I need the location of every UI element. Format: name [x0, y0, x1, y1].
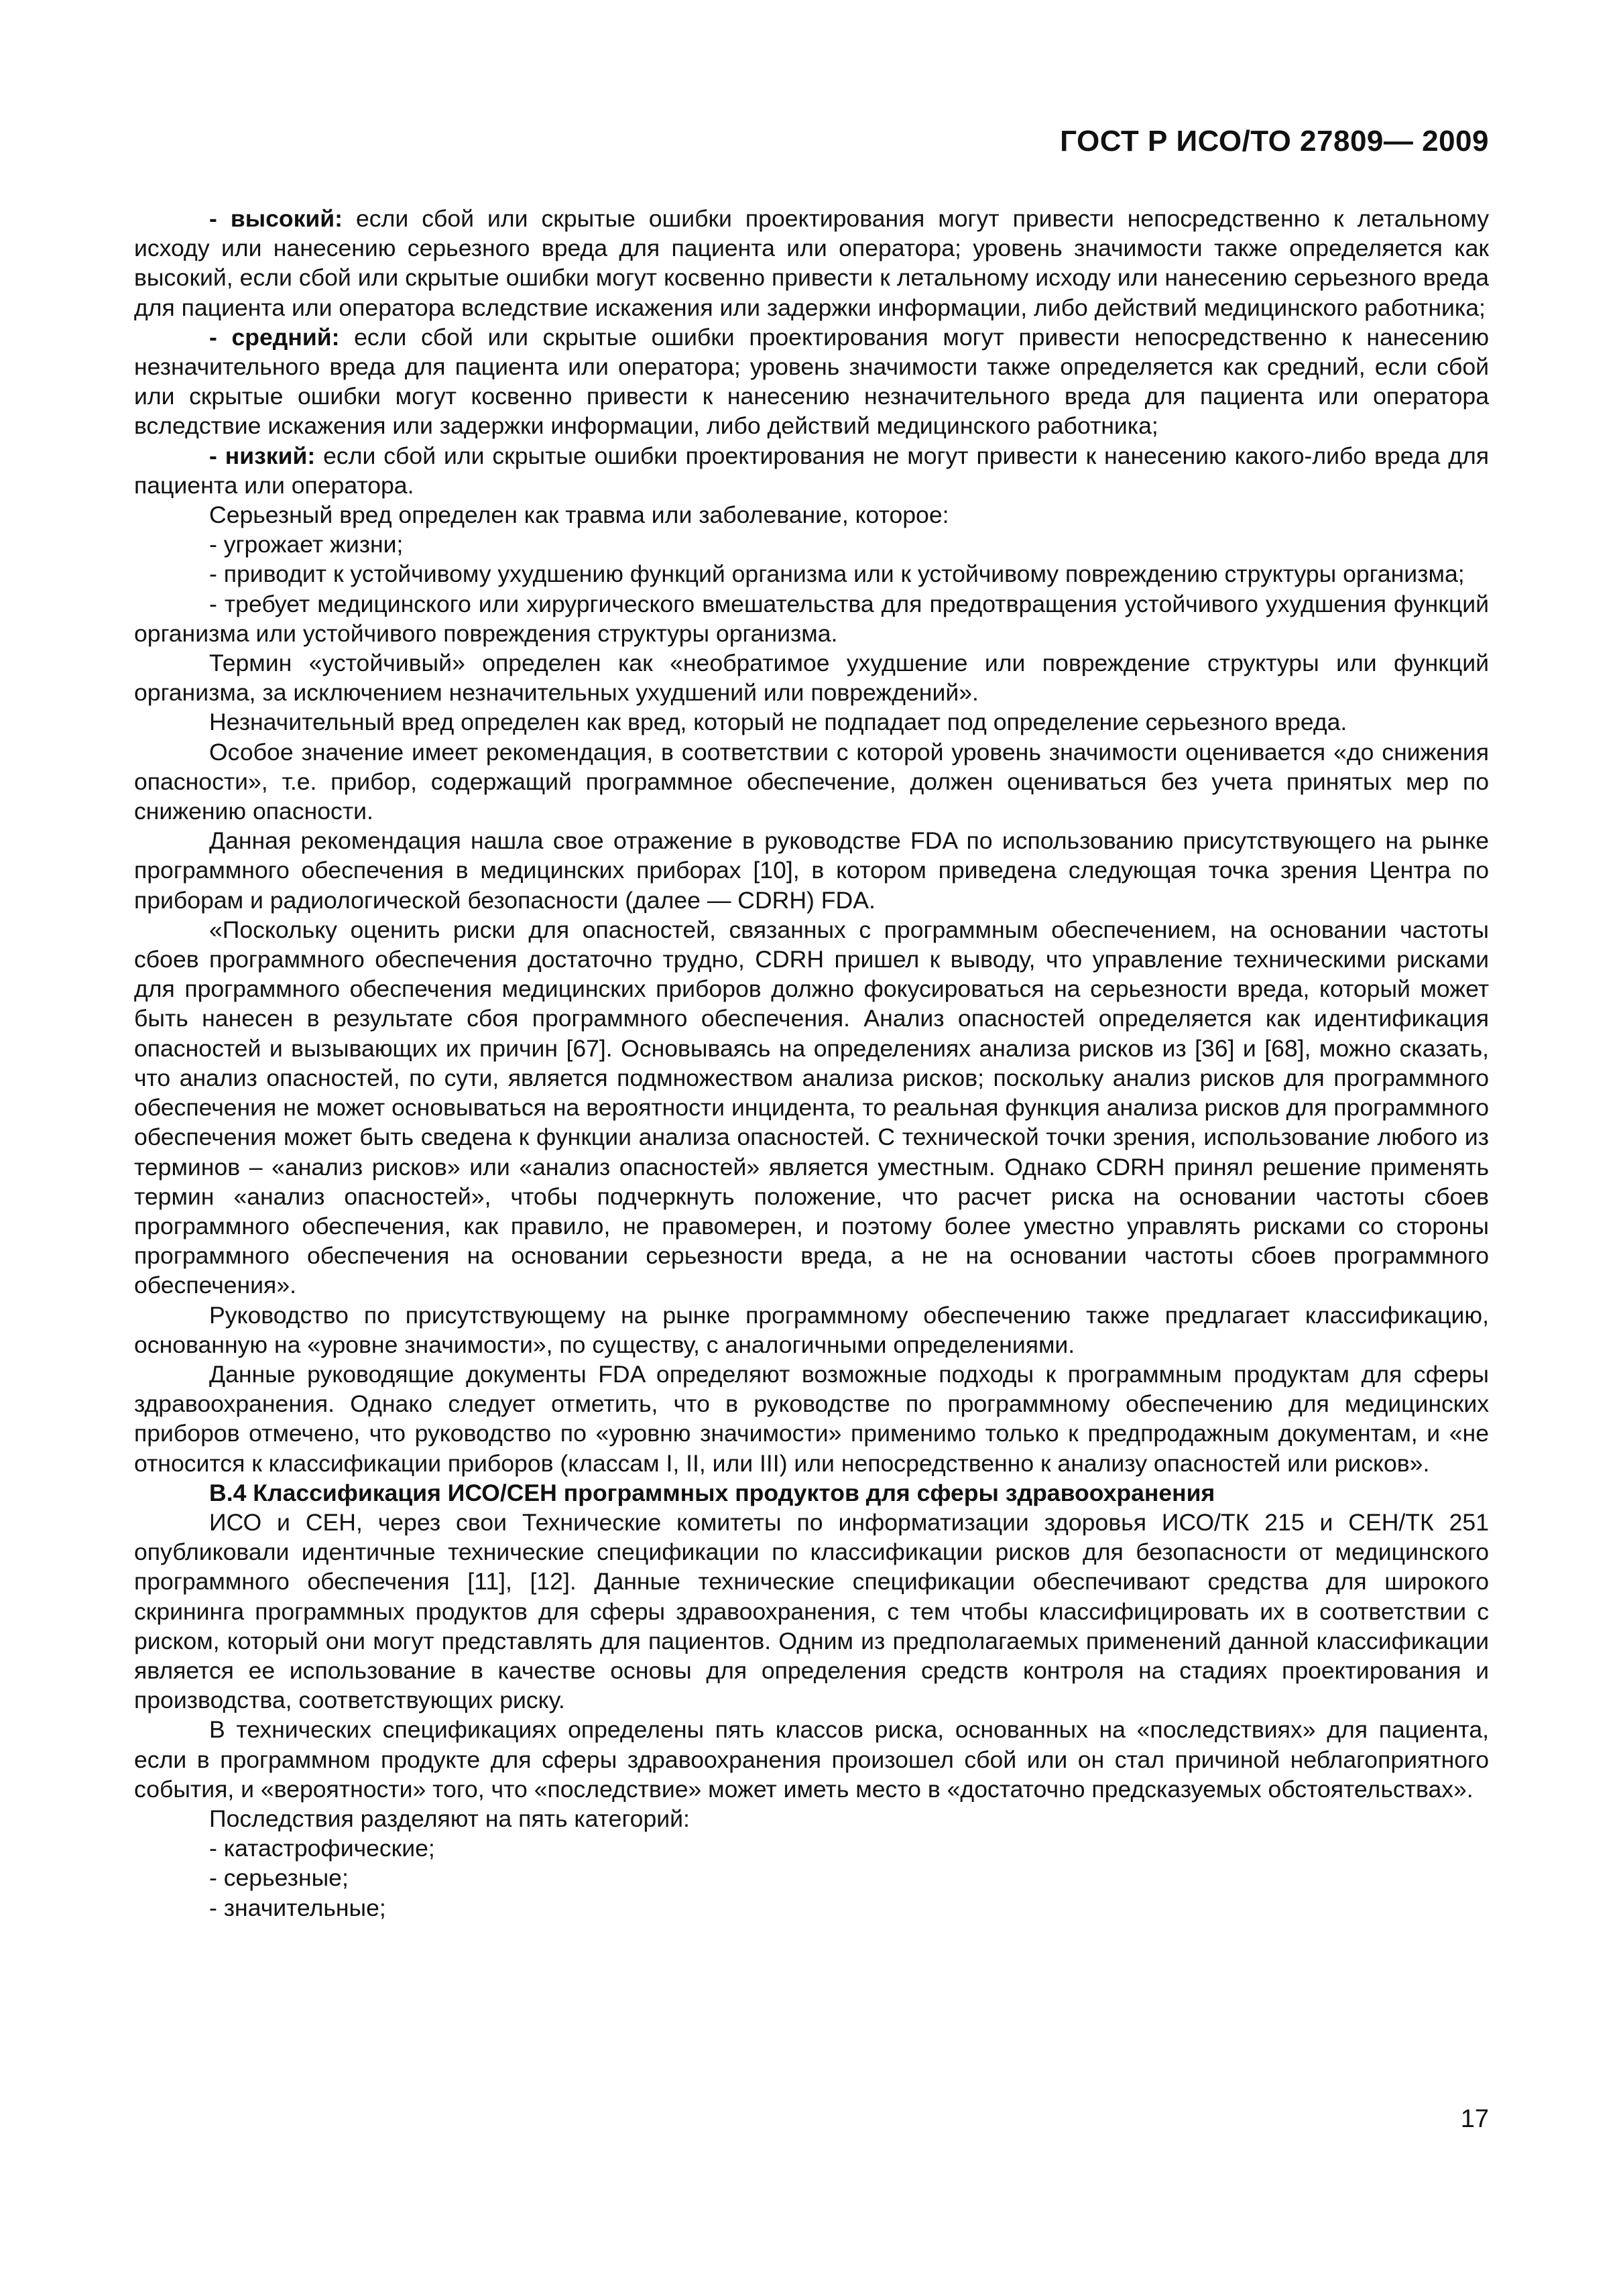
list-item [134, 1833, 1489, 1863]
paragraph-text: «Поскольку оценить риски для опасностей, связанных с программным обеспечением, на основании частоты сбоев программного обеспечения достаточно трудно, CDRH пришел к выводу, что управление техническими рисками для программного обеспечения медицинских приборов должно фокусироваться на серьезности вреда, который может быть нанесен в результате сбоя программного обеспечения. Анализ опасностей определяется как идентификация опасностей и вызывающих их причин [67]. Основываясь на определениях анализа рисков из [36] и [68], можно сказать, что анализ опасностей, по сути, является подмножеством анализа рисков; поскольку анализ рисков для программного обеспечения не может основываться на вероятности инцидента, то реальная функция анализа рисков для программного обеспечения может быть сведена к функции анализа опасностей. С технической точки зрения, использование любого из терминов – «анализ рисков» или «анализ опасностей» является уместным. Однако CDRH принял решение применять термин «анализ опасностей», чтобы подчеркнуть положение, что расчет риска на основании частоты сбоев программного обеспечения, как правило, не правомерен, и поэтому более уместно управлять рисками со стороны программного обеспечения на основании серьезности вреда, а не на основании частоты сбоев программного обеспечения». [134, 916, 1489, 1299]
paragraph [134, 441, 1489, 500]
paragraph-text: если сбой или скрытые ошибки проектирования не могут привести к нанесению какого-либо вреда для пациента или оператора. [134, 442, 1489, 499]
paragraph-text: если сбой или скрытые ошибки проектирования могут привести непосредственно к летальному исходу или нанесению серьезного вреда для пациента или оператора; уровень значимости также определяется как высокий, если сбой или скрытые ошибки могут косвенно привести к летальному исходу или нанесению серьезного вреда для пациента или оператора вследствие искажения или задержки информации, либо действий медицинского работника; [134, 205, 1490, 321]
paragraph-text: Последствия разделяют на пять категорий: [209, 1805, 690, 1832]
paragraph-text: если сбой или скрытые ошибки проектирования могут привести непосредственно к нанесению незначительного вреда для пациента или оператора; уровень значимости также определяется как средний, если сбой или скрытые ошибки могут косвенно привести к нанесению незначительного вреда для пациента или оператора вследствие искажения или задержки информации, либо действий медицинского работника; [134, 323, 1489, 440]
paragraph-text: Серьезный вред определен как травма или заболевание, которое: [209, 501, 949, 529]
paragraph-bold: - средний: [209, 323, 340, 351]
paragraph [134, 707, 1489, 737]
section-heading-text: В.4 Классификация ИСО/СЕН программных продуктов для сферы здравоохранения [209, 1479, 1215, 1506]
paragraph-text: Незначительный вред определен как вред, который не подпадает под определение серьезного вреда. [209, 709, 1347, 736]
paragraph [134, 648, 1489, 707]
list-item [134, 1863, 1489, 1892]
paragraph [134, 589, 1489, 648]
paragraph [134, 737, 1489, 827]
paragraph-text: В технических спецификациях определены пять классов риска, основанных на «последствиях» для пациента, если в программном продукте для сферы здравоохранения произошел сбой или он стал причиной неблагоприятного события, и «вероятности» того, что «последствие» может иметь место в «достаточно предсказуемых обстоятельствах». [134, 1716, 1489, 1803]
paragraph-text: Особое значение имеет рекомендация, в соответствии с которой уровень значимости оценивается «до снижения опасности», т.е. прибор, содержащий программное обеспечение, должен оцениваться без учета принятых мер по снижению опасности. [134, 738, 1489, 825]
paragraph-text: - угрожает жизни; [209, 531, 404, 558]
paragraph-bold: - высокий: [209, 205, 343, 232]
paragraph-bold: - низкий: [209, 442, 316, 469]
paragraph [134, 1508, 1489, 1715]
paragraph [134, 1715, 1489, 1804]
paragraph-text: ИСО и СЕН, через свои Технические комитеты по информатизации здоровья ИСО/ТК 215 и СЕН/ТК 251 опубликовали идентичные технические спецификации по классификации рисков для безопасности от медицинского программного обеспечения [11], [12]. Данные технические спецификации обеспечивают средства для широкого скрининга программных продуктов для сферы здравоохранения, с тем чтобы классифицировать их в соответствии с риском, который они могут представлять для пациентов. Одним из предполагаемых применений данной классификации является ее использование в качестве основы для определения средств контроля на стадиях проектирования и производства, соответствующих риску. [134, 1508, 1489, 1714]
paragraph [134, 1360, 1489, 1478]
paragraph-text: - катастрофические; [209, 1835, 435, 1862]
paragraph [134, 530, 1489, 559]
paragraph [134, 915, 1489, 1301]
paragraph [134, 500, 1489, 530]
paragraph-text: Руководство по присутствующему на рынке программному обеспечению также предлагает классификацию, основанную на «уровне значимости», по существу, с аналогичными определениями. [134, 1301, 1489, 1358]
paragraph-text: Данные руководящие документы FDA определяют возможные подходы к программным продуктам для сферы здравоохранения. Однако следует отметить, что в руководстве по программному обеспечению для медицинских приборов отмечено, что руководство по «уровню значимости» применимо только к предпродажным документам, и «не относится к классификации приборов (классам I, II, или III) или непосредственно к анализу опасностей или рисков». [134, 1360, 1489, 1477]
paragraph-text: Данная рекомендация нашла свое отражение в руководстве FDA по использованию присутствующего на рынке программного обеспечения в медицинских приборах [10], в котором приведена следующая точка зрения Центра по приборам и радиологической безопасности (далее — CDRH) FDA. [134, 827, 1489, 914]
list-item [134, 1893, 1489, 1923]
paragraph-text: - требует медицинского или хирургического вмешательства для предотвращения устойчивого ухудшения функций организма или устойчивого повреждения структуры организма. [134, 590, 1489, 647]
paragraph-text: - серьезные; [209, 1864, 349, 1892]
paragraph [134, 322, 1489, 441]
section-heading [134, 1478, 1489, 1508]
paragraph-text: Термин «устойчивый» определен как «необратимое ухудшение или повреждение структуры или функций организма, за исключением незначительных ухудшений или повреждений». [134, 650, 1489, 707]
paragraph [134, 1301, 1489, 1360]
paragraph [134, 559, 1489, 589]
paragraph [134, 826, 1489, 915]
paragraph-text: - приводит к устойчивому ухудшению функций организма или к устойчивому повреждению структуры организма; [209, 560, 1465, 588]
paragraph [134, 1804, 1489, 1833]
paragraph-text: - значительные; [209, 1894, 386, 1921]
document-body [134, 204, 1489, 1923]
document-header: ГОСТ Р ИСО/ТО 27809— 2009 [1060, 125, 1489, 158]
page-number: 17 [1460, 2105, 1489, 2133]
paragraph [134, 204, 1489, 322]
